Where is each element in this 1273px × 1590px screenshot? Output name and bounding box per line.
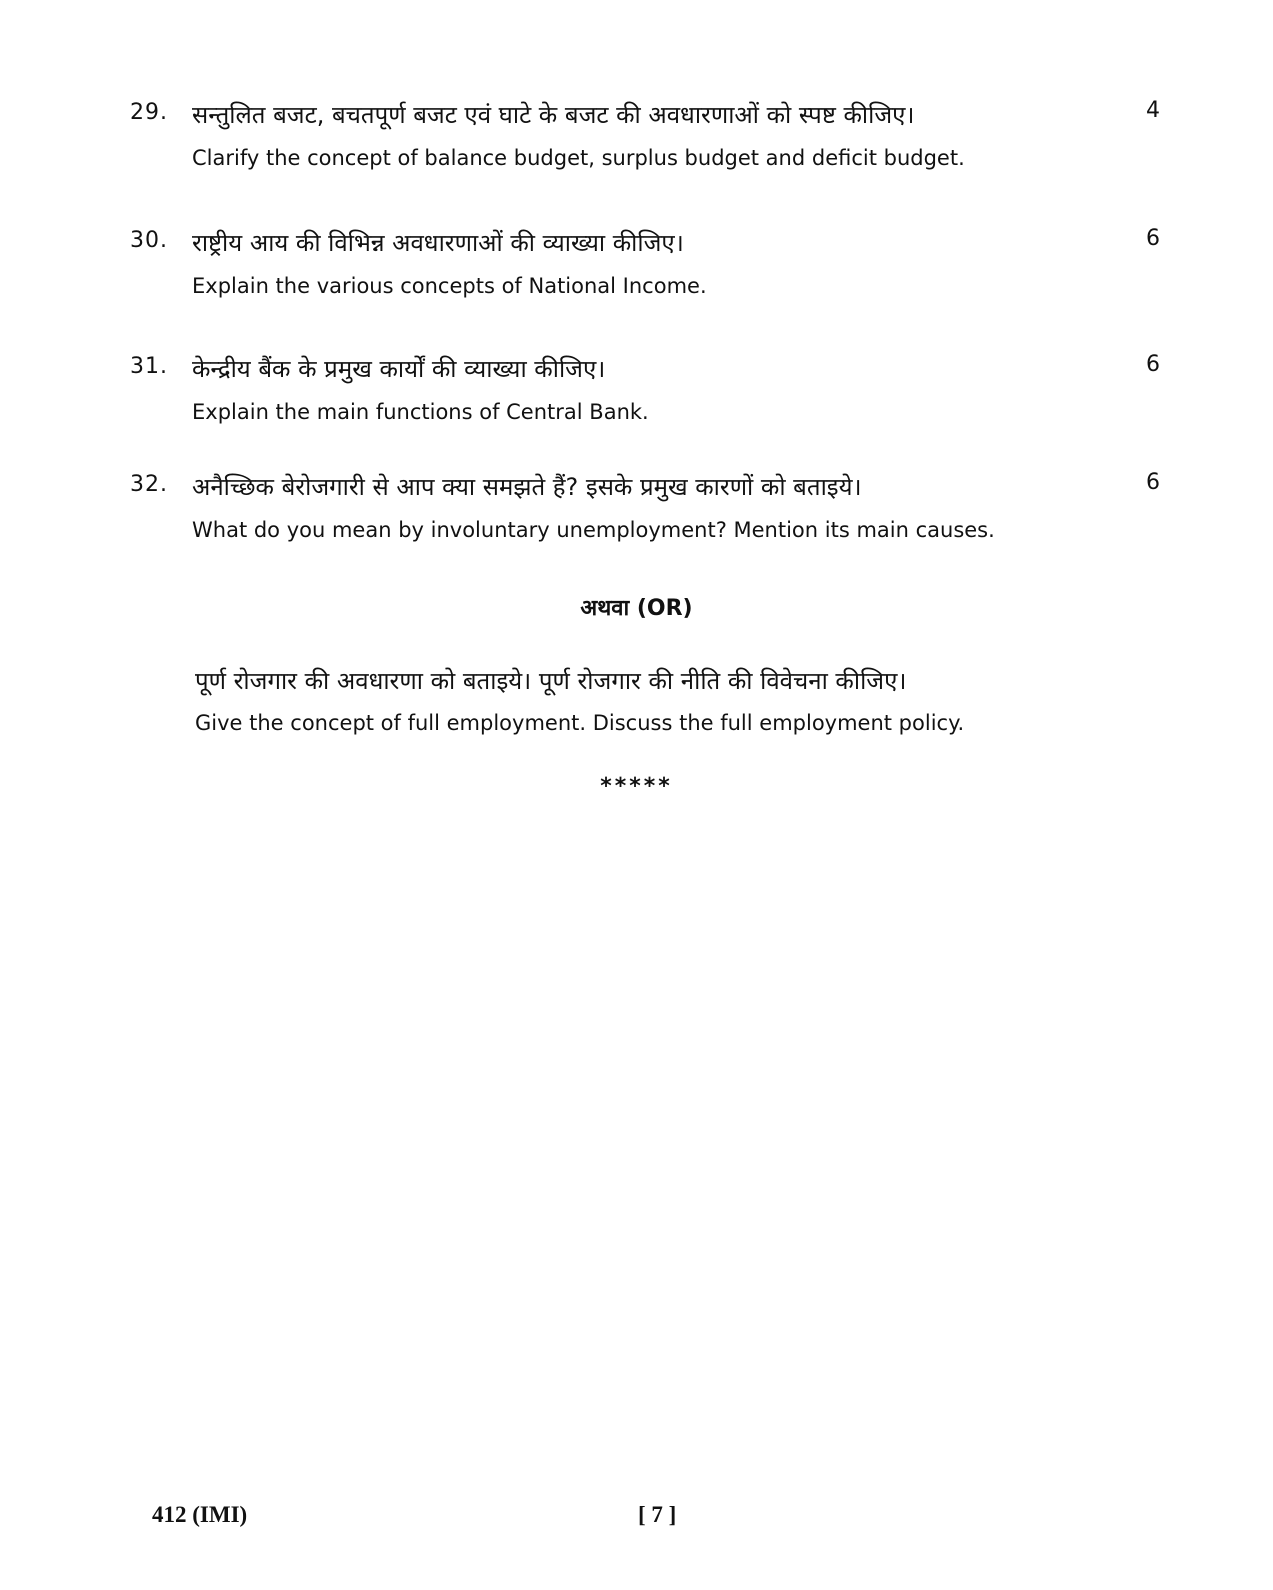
question-text-hindi: सन्तुलित बजट, बचतपूर्ण बजट एवं घाटे के बजट की अवधारणाओं को स्पष्ट कीजिए। [192,101,915,129]
question-marks: 6 [1146,226,1160,251]
question-30 [130,226,1160,316]
question-marks: 6 [1146,470,1160,495]
or-question [195,664,964,735]
question-31 [130,352,1160,442]
question-marks: 6 [1146,352,1160,377]
question-number: 30. [130,228,168,253]
question-text-english: What do you mean by involuntary unemployment? Mention its main causes. [192,518,995,542]
or-heading: अथवा (OR) [580,596,693,621]
question-text-hindi: केन्द्रीय बैंक के प्रमुख कार्यों की व्याख्या कीजिए। [192,355,606,383]
question-text-english: Explain the main functions of Central Bank. [192,400,649,424]
end-of-paper-marker: ***** [600,774,673,799]
question-text-english: Clarify the concept of balance budget, surplus budget and deficit budget. [192,146,965,170]
question-number: 32. [130,472,168,497]
question-text-hindi: राष्ट्रीय आय की विभिन्न अवधारणाओं की व्याख्या कीजिए। [192,229,684,257]
or-question-text-hindi: पूर्ण रोजगार की अवधारणा को बताइये। पूर्ण रोजगार की नीति की विवेचना कीजिए। [195,667,907,695]
question-marks: 4 [1146,98,1160,123]
page-number: [ 7 ] [638,1502,677,1527]
paper-code: 412 (IMI) [152,1502,248,1527]
question-number: 31. [130,354,168,379]
question-32 [130,470,1160,560]
question-text-english: Explain the various concepts of National Income. [192,274,707,298]
question-29 [130,98,1160,188]
question-number: 29. [130,100,168,125]
question-text-hindi: अनैच्छिक बेरोजगारी से आप क्या समझते हैं? इसके प्रमुख कारणों को बताइये। [192,473,862,501]
or-question-text-english: Give the concept of full employment. Discuss the full employment policy. [195,711,965,735]
